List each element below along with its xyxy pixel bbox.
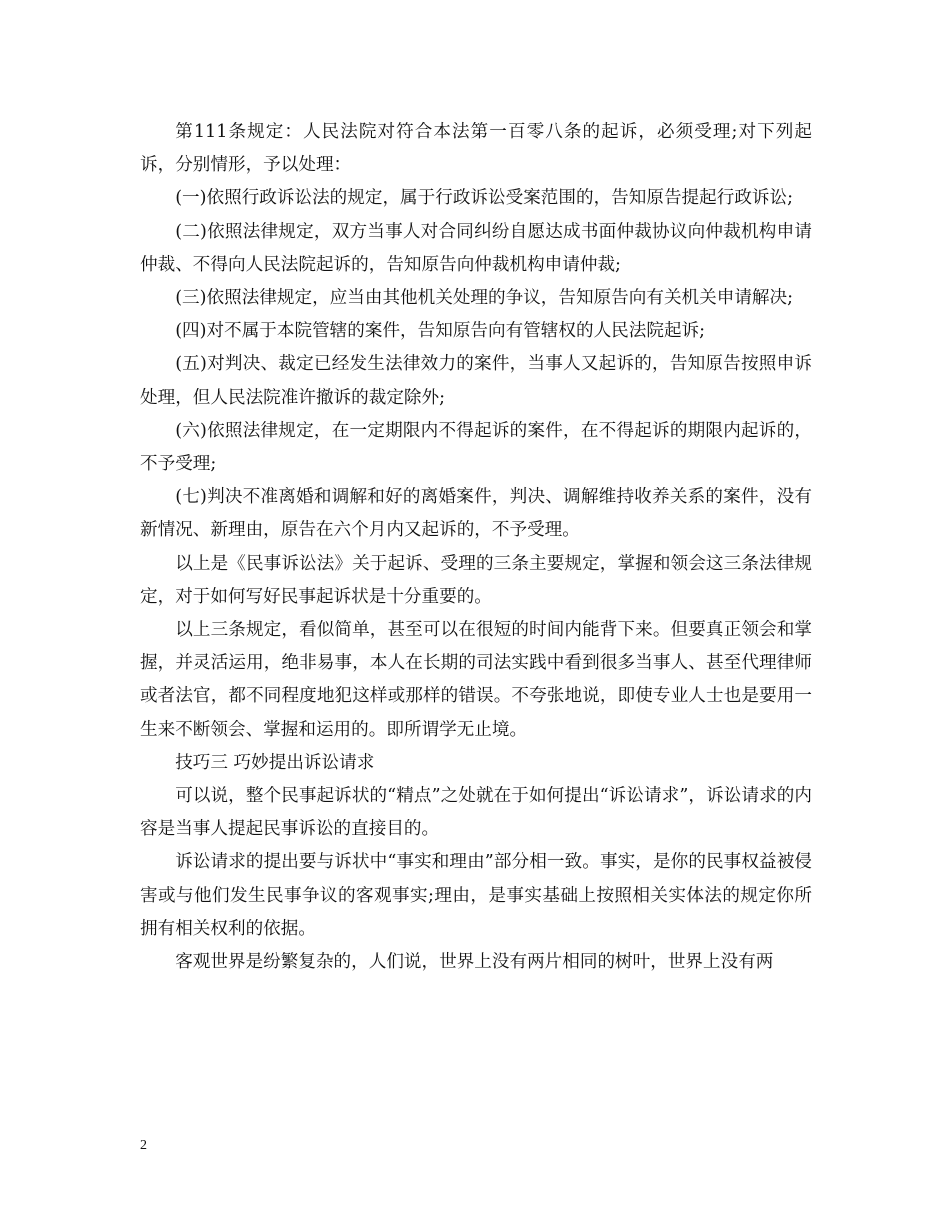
paragraph-article-111: 第111条规定：人民法院对符合本法第一百零八条的起诉，必须受理;对下列起诉，分别情形，予以处理： [140, 122, 812, 176]
paragraph-summary: 以上是《民事诉讼法》关于起诉、受理的三条主要规定，掌握和领会这三条法律规定，对于如何写好民事起诉状是十分重要的。 [140, 553, 812, 607]
paragraph-item-6: (六)依照法律规定，在一定期限内不得起诉的案件，在不得起诉的期限内起诉的，不予受理; [140, 420, 812, 475]
section-heading-technique-3: 技巧三 巧妙提出诉讼请求 [175, 752, 375, 773]
paragraph-facts-and-reasons: 诉讼请求的提出要与诉状中“事实和理由”部分相一致。事实，是你的民事权益被侵害或与他们发生民事争议的客观事实;理由，是事实基础上按照相关实体法的规定你所拥有相关权利的依据。 [140, 852, 812, 939]
paragraph-item-4: (四)对不属于本院管辖的案件，告知原告向有管辖权的人民法院起诉; [175, 321, 706, 342]
document-body [140, 116, 812, 979]
paragraph-claims-intro: 可以说，整个民事起诉状的“精点”之处就在于如何提出“诉讼请求”，诉讼请求的内容是当事人提起民事诉讼的直接目的。 [140, 786, 812, 840]
paragraph-item-1: (一)依照行政诉讼法的规定，属于行政诉讼受案范围的，告知原告提起行政诉讼; [175, 188, 794, 209]
paragraph-commentary: 以上三条规定，看似简单，甚至可以在很短的时间内能背下来。但要真正领会和掌握，并灵活运用，绝非易事，本人在长期的司法实践中看到很多当事人、甚至代理律师或者法官，都不同程度地犯这样或那样的错误。不夸张地说，即使专业人士也是要用一生来不断领会、掌握和运用的。即所谓学无止境。 [140, 620, 812, 740]
paragraph-item-3: (三)依照法律规定，应当由其他机关处理的争议，告知原告向有关机关申请解决; [175, 288, 794, 309]
page-number: 2 [140, 1138, 147, 1153]
paragraph-objective-world: 客观世界是纷繁复杂的，人们说，世界上没有两片相同的树叶，世界上没有两 [175, 952, 774, 973]
paragraph-item-7: (七)判决不准离婚和调解和好的离婚案件，判决、调解维持收养关系的案件，没有新情况、新理由，原告在六个月内又起诉的，不予受理。 [140, 487, 812, 541]
paragraph-item-2: (二)依照法律规定，双方当事人对合同纠纷自愿达成书面仲裁协议向仲裁机构申请仲裁、不得向人民法院起诉的，告知原告向仲裁机构申请仲裁; [140, 221, 812, 275]
paragraph-item-5: (五)对判决、裁定已经发生法律效力的案件，当事人又起诉的，告知原告按照申诉处理，但人民法院准许撤诉的裁定除外; [140, 354, 812, 408]
